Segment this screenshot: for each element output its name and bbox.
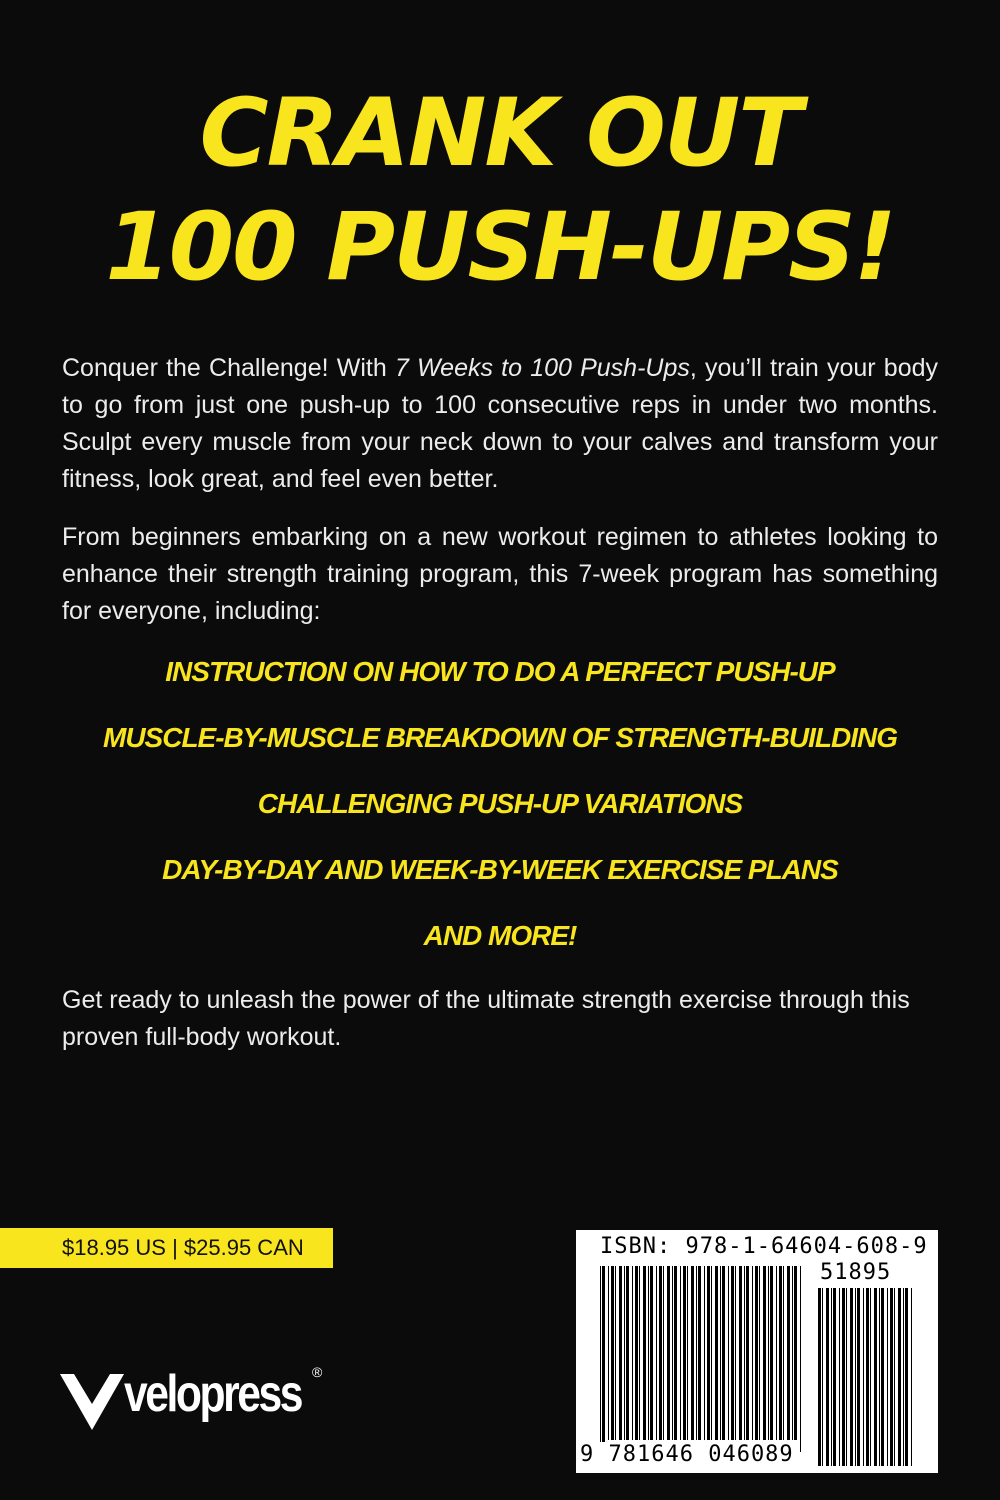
barcode-bar xyxy=(763,1266,766,1440)
barcode-bar xyxy=(792,1266,793,1440)
barcode-bar xyxy=(839,1288,840,1466)
barcode-bar xyxy=(894,1288,895,1466)
publisher-logo xyxy=(60,1360,340,1440)
barcode-bar xyxy=(704,1266,705,1440)
barcode-bar xyxy=(715,1266,718,1440)
barcode-bar xyxy=(911,1288,912,1466)
barcode-bar xyxy=(863,1288,864,1466)
barcode-bar xyxy=(691,1266,694,1440)
barcode-bar xyxy=(667,1266,670,1440)
barcode-box xyxy=(576,1230,938,1473)
barcode-bar xyxy=(887,1288,888,1466)
barcode-bar xyxy=(898,1288,901,1466)
barcode-bar xyxy=(674,1266,677,1440)
barcode-bar xyxy=(720,1266,721,1440)
barcode-digits: 9 781646 046089 xyxy=(580,1442,794,1467)
barcode-bar xyxy=(600,1266,601,1452)
barcode-bar xyxy=(643,1266,646,1440)
barcode-bar xyxy=(624,1266,625,1440)
barcode-bar xyxy=(794,1266,797,1440)
barcode-bar xyxy=(663,1266,664,1440)
barcode-bar xyxy=(615,1266,616,1440)
bullet-item: INSTRUCTION ON HOW TO DO A PERFECT PUSH-UP xyxy=(165,656,835,687)
velopress-chevron-icon xyxy=(60,1374,124,1430)
barcode-bar xyxy=(639,1266,640,1440)
barcode-bar xyxy=(874,1288,877,1466)
barcode-bar xyxy=(659,1266,662,1440)
barcode-bar xyxy=(842,1288,845,1466)
barcode-bar xyxy=(650,1266,653,1440)
intro-paragraph xyxy=(62,350,938,498)
barcode-bar xyxy=(680,1266,681,1440)
barcode-bar xyxy=(776,1266,777,1440)
barcode-bar xyxy=(905,1288,908,1466)
barcode-bar xyxy=(879,1288,880,1466)
barcode-bar xyxy=(752,1266,753,1440)
barcode-bar xyxy=(739,1266,742,1440)
publisher-name: velopress xyxy=(124,1365,301,1423)
barcode-bar xyxy=(787,1266,790,1440)
barcode-bar xyxy=(683,1266,686,1440)
barcode-bar xyxy=(744,1266,745,1440)
barcode-bar xyxy=(611,1266,614,1440)
barcode-bar xyxy=(768,1266,769,1440)
intro-lead: Conquer the Challenge! With xyxy=(62,354,395,382)
bullet-item: CHALLENGING PUSH-UP VARIATIONS xyxy=(257,788,743,819)
price-bar xyxy=(0,1228,333,1268)
barcode-bar xyxy=(698,1266,701,1440)
barcode-bar xyxy=(783,1266,784,1440)
barcode-bar xyxy=(857,1288,860,1466)
barcode-bar xyxy=(890,1288,893,1466)
barcode-bar xyxy=(881,1288,884,1466)
audience-paragraph: From beginners embarking on a new workout regimen to athletes looking to enhance their strength training program, this 7-week program has something for everyone, including: xyxy=(62,523,938,625)
barcode-bar xyxy=(770,1266,773,1440)
barcode-bar xyxy=(826,1288,829,1466)
barcode-bar xyxy=(870,1288,871,1466)
headline-line-2: 100 PUSH-UPS! xyxy=(105,193,895,302)
barcode-bar xyxy=(759,1266,760,1440)
barcode-bar xyxy=(800,1266,801,1452)
barcode-bar xyxy=(635,1266,638,1440)
bullet-item: AND MORE! xyxy=(423,920,577,951)
bullet-item: MUSCLE-BY-MUSCLE BREAKDOWN OF STRENGTH-BUILDING xyxy=(103,722,897,753)
intro-rest: , you’ll train your body to go from just one push-up to 100 consecutive reps in under two months. Sculpt every muscle from your neck down to your calves and transform your fitness, look great, and feel even better. xyxy=(62,354,939,493)
barcode-bar xyxy=(755,1266,758,1440)
barcode-bar xyxy=(619,1266,622,1440)
barcode-bar xyxy=(608,1266,609,1440)
barcode-bar xyxy=(648,1266,649,1440)
barcode-bar xyxy=(711,1266,712,1440)
closing-paragraph: Get ready to unleash the power of the ultimate strength exercise through this proven full-body workout. xyxy=(62,986,910,1051)
barcode-bar xyxy=(779,1266,782,1440)
bullet-item: DAY-BY-DAY AND WEEK-BY-WEEK EXERCISE PLANS xyxy=(162,854,838,885)
barcode-bar xyxy=(855,1288,856,1466)
barcode-bar xyxy=(632,1266,633,1440)
barcode-bar xyxy=(846,1288,847,1466)
registered-mark: ® xyxy=(312,1364,323,1380)
barcode-bar xyxy=(903,1288,904,1466)
barcode-bar xyxy=(722,1266,725,1440)
barcode-bar xyxy=(731,1266,734,1440)
barcode-bars xyxy=(576,1230,938,1473)
barcode-bar xyxy=(850,1288,853,1466)
price-label: $18.95 US | $25.95 CAN xyxy=(62,1235,304,1260)
book-title: 7 Weeks to 100 Push-Ups xyxy=(394,354,690,382)
barcode-bar xyxy=(696,1266,697,1440)
barcode-bar xyxy=(656,1266,657,1440)
barcode-bar xyxy=(831,1288,832,1466)
barcode-bar xyxy=(818,1288,821,1466)
headline-line-1: CRANK OUT xyxy=(199,79,801,188)
barcode-bar xyxy=(626,1266,629,1440)
barcode-bar xyxy=(687,1266,688,1440)
barcode-bar xyxy=(672,1266,673,1440)
barcode-bar xyxy=(728,1266,729,1440)
price-code: 51895 xyxy=(820,1260,892,1285)
barcode-bar xyxy=(602,1266,605,1452)
barcode-bar xyxy=(833,1288,836,1466)
barcode-bar xyxy=(746,1266,749,1440)
isbn-label: ISBN: 978-1-64604-608-9 xyxy=(600,1234,928,1259)
barcode-bar xyxy=(822,1288,823,1466)
barcode-bar xyxy=(866,1288,869,1466)
barcode-bar xyxy=(735,1266,736,1440)
barcode-bar xyxy=(707,1266,710,1440)
